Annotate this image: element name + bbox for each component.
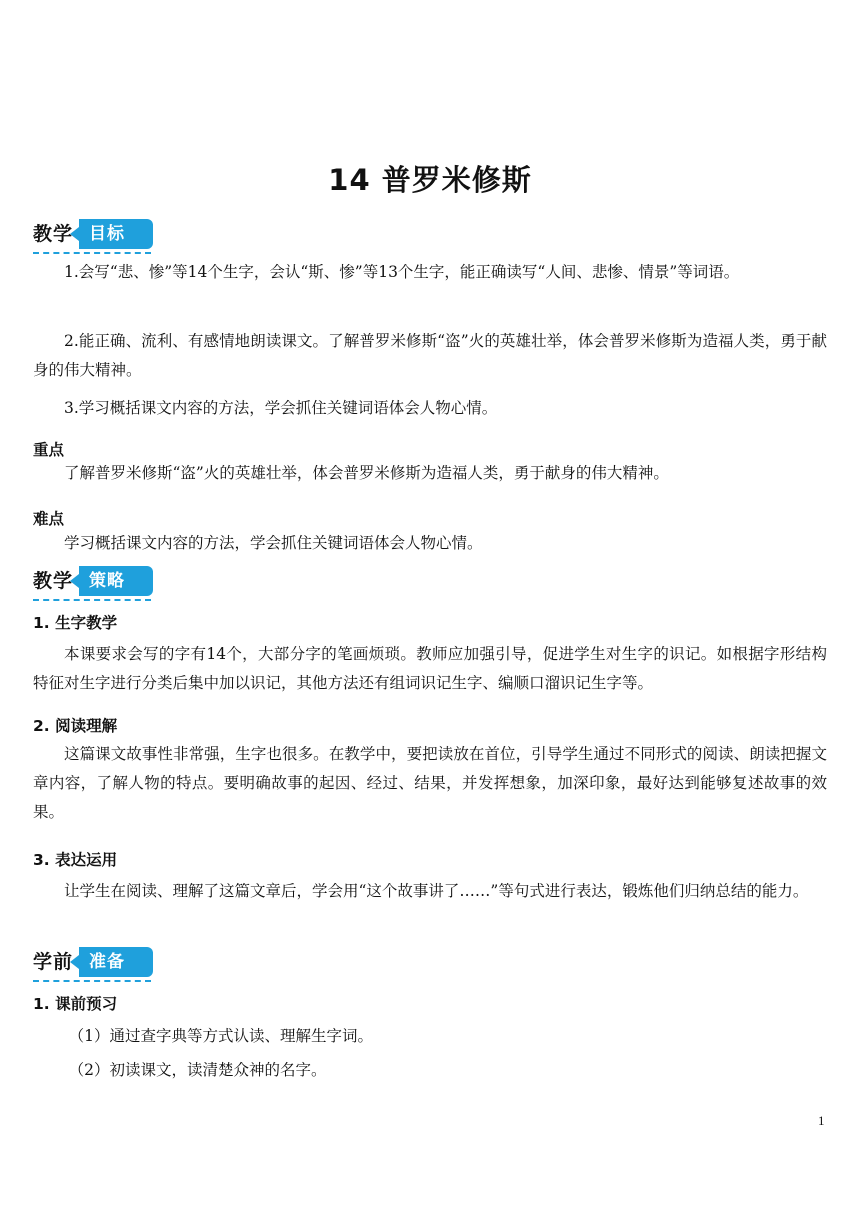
banner-underline xyxy=(33,252,151,254)
banner-right-badge: 目标 xyxy=(79,219,153,249)
goal-item-1: 1.会写“悲、惨”等14个生字，会认“斯、惨”等13个生字，能正确读写“人间、悲惨、情景”等词语。 xyxy=(64,263,740,281)
strategy-heading-3: 3. 表达运用 xyxy=(33,851,118,869)
prep-item-2: （2）初读课文，读清楚众神的名字。 xyxy=(68,1061,327,1079)
banner-left-text: 教学 xyxy=(33,223,74,245)
key-point-text: 了解普罗米修斯“盗”火的英雄壮举，体会普罗米修斯为造福人类，勇于献身的伟大精神。 xyxy=(64,464,669,482)
difficulty-text: 学习概括课文内容的方法，学会抓住关键词语体会人物心情。 xyxy=(64,534,483,552)
banner-left-text: 教学 xyxy=(33,570,74,592)
section-banner-prep xyxy=(33,946,153,978)
section-banner-strategy xyxy=(33,565,153,597)
strategy-heading-1: 1. 生字教学 xyxy=(33,614,118,632)
strategy-heading-2: 2. 阅读理解 xyxy=(33,717,118,735)
banner-underline xyxy=(33,980,151,982)
page-number: 1 xyxy=(818,1113,825,1128)
prep-item-1: （1）通过查字典等方式认读、理解生字词。 xyxy=(68,1027,374,1045)
strategy-text-1: 本课要求会写的字有14个，大部分字的笔画烦琐。教师应加强引导，促进学生对生字的识记。如根据字形结构特征对生字进行分类后集中加以识记，其他方法还有组词识记生字、编顺口溜识记生字等。 xyxy=(33,645,827,692)
difficulty-label: 难点 xyxy=(33,510,65,528)
strategy-text-3: 让学生在阅读、理解了这篇文章后，学会用“这个故事讲了……”等句式进行表达，锻炼他们归纳总结的能力。 xyxy=(64,882,809,900)
banner-right-badge: 策略 xyxy=(79,566,153,596)
strategy-text-2: 这篇课文故事性非常强，生字也很多。在教学中，要把读放在首位，引导学生通过不同形式的阅读、朗读把握文章内容，了解人物的特点。要明确故事的起因、经过、结果，并发挥想象，加深印象，最好达到能够复述故事的效果。 xyxy=(33,745,827,821)
page-title: 14 普罗米修斯 xyxy=(328,163,532,197)
banner-left-text: 学前 xyxy=(33,951,74,973)
prep-heading: 1. 课前预习 xyxy=(33,995,118,1013)
key-point-label: 重点 xyxy=(33,441,65,459)
banner-underline xyxy=(33,599,151,601)
goal-item-3: 3.学习概括课文内容的方法，学会抓住关键词语体会人物心情。 xyxy=(64,399,498,417)
section-banner-goals xyxy=(33,218,153,250)
banner-right-badge: 准备 xyxy=(79,947,153,977)
goal-item-2: 2.能正确、流利、有感情地朗读课文。了解普罗米修斯“盗”火的英雄壮举，体会普罗米修斯为造福人类，勇于献身的伟大精神。 xyxy=(33,332,827,379)
